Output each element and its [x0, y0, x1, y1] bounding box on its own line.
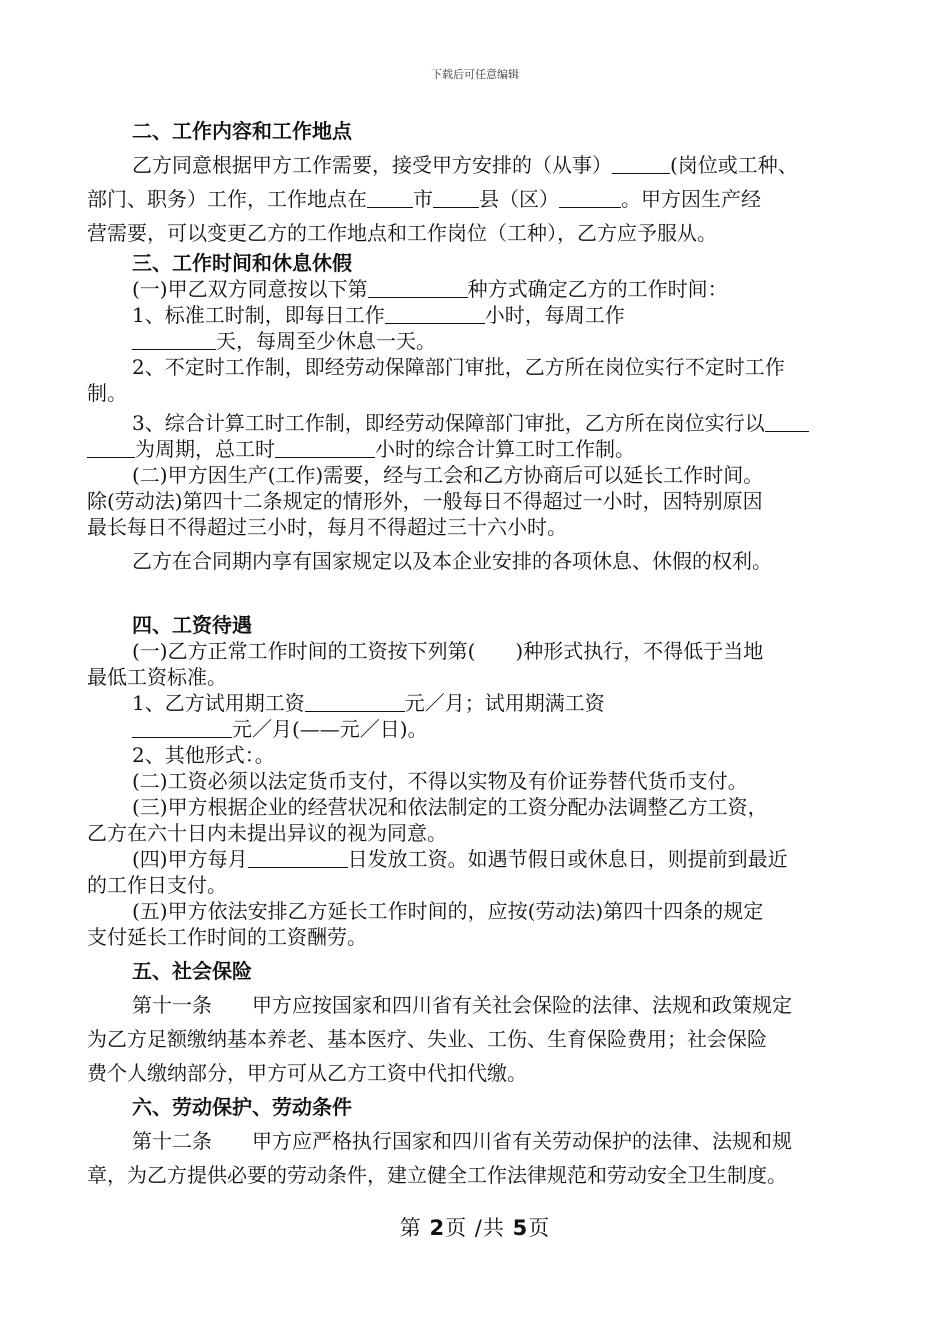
s3-line-11: 乙方在合同期内享有国家规定以及本企业安排的各项休息、休假的权利。 [132, 549, 772, 573]
blank-total-hours[interactable] [275, 437, 375, 458]
s5-line-3: 费个人缴纳部分，甲方可从乙方工资中代扣代缴。 [87, 1061, 527, 1085]
s2-line-2: 部门、职务）工作，工作地点在 市 县（区） 。甲方因生产经 [87, 187, 761, 211]
s2-line-3: 营需要，可以变更乙方的工作地点和工作岗位（工种），乙方应予服从。 [87, 221, 717, 245]
footer-mid: 页 /共 [445, 1216, 505, 1240]
total-page-number: 5 [512, 1216, 529, 1240]
s4-line-5: 2、其他形式：。 [132, 743, 275, 767]
s3-line-3: 天，每周至少休息一天。 [87, 328, 877, 354]
s4-line-6: (二)工资必须以法定货币支付，不得以实物及有价证券替代货币支付。 [132, 769, 748, 793]
s4-line-9: (四)甲方每月 日发放工资。如遇节假日或休息日，则提前到最近 [132, 847, 788, 871]
s3-line-7: 为周期，总工时 小时的综合计算工时工作制。 [87, 436, 877, 462]
s4-line-10: 的工作日支付。 [87, 873, 227, 897]
s4-line-7: (三)甲方根据企业的经营状况和依法制定的工资分配办法调整乙方工资， [132, 795, 768, 819]
s6-line-1: 第十二条 甲方应严格执行国家和四川省有关劳动保护的法律、法规和规 [132, 1129, 792, 1153]
s3-line-1: (一)甲乙双方同意按以下第 种方式确定乙方的工作时间： [132, 277, 728, 301]
blank-period-b[interactable] [87, 437, 135, 458]
s3-line-5: 制。 [87, 381, 127, 405]
s4-line-1: (一)乙方正常工作时间的工资按下列第( )种形式执行，不得低于当地 [132, 639, 764, 663]
s3-line-8: (二)甲方因生产(工作)需要，经与工会和乙方协商后可以延长工作时间。 [132, 463, 764, 487]
s2-line-1: 乙方同意根据甲方工作需要，接受甲方安排的（从事） (岗位或工种、 [132, 153, 798, 177]
section-4-title: 四、工资待遇 [132, 613, 252, 637]
section-6-title: 六、劳动保护、劳动条件 [132, 1095, 352, 1119]
blank-work-hours-method[interactable] [368, 277, 468, 298]
blank-district[interactable] [559, 187, 621, 208]
section-5-title: 五、社会保险 [132, 959, 252, 983]
blank-county[interactable] [433, 187, 479, 208]
footer-suffix: 页 [528, 1216, 551, 1240]
section-2-title: 二、工作内容和工作地点 [132, 119, 352, 143]
s3-line-9: 除(劳动法)第四十二条规定的情形外，一般每日不得超过一小时，因特别原因 [87, 489, 763, 513]
s4-line-3: 1、乙方试用期工资 元／月；试用期满工资 [132, 691, 605, 715]
s3-line-6: 3、综合计算工时工作制，即经劳动保障部门审批，乙方所在岗位实行以 [87, 410, 877, 436]
s3-line-4: 2、不定时工作制，即经劳动保障部门审批，乙方所在岗位实行不定时工作 [132, 355, 785, 379]
current-page-number: 2 [429, 1216, 446, 1240]
s3-line-2: 1、标准工时制，即每日工作 小时，每周工作 [132, 303, 625, 327]
s5-line-1: 第十一条 甲方应按国家和四川省有关社会保险的法律、法规和政策规定 [132, 993, 792, 1017]
blank-city[interactable] [367, 187, 413, 208]
blank-period-a[interactable] [765, 411, 809, 432]
s4-line-12: 支付延长工作时间的工资酬劳。 [87, 925, 367, 949]
header-note: 下载后可任意编辑 [431, 68, 519, 81]
blank-probation-wage[interactable] [305, 691, 405, 712]
document-body [87, 118, 877, 1188]
page-number-footer [0, 1212, 950, 1242]
s4-line-8: 乙方在六十日内未提出异议的视为同意。 [87, 821, 447, 845]
section-3-title: 三、工作时间和休息休假 [132, 251, 352, 275]
blank-job-position[interactable] [612, 153, 670, 174]
s4-line-11: (五)甲方依法安排乙方延长工作时间的，应按(劳动法)第四十四条的规定 [132, 899, 764, 923]
blank-payday[interactable] [248, 847, 348, 868]
footer-prefix: 第 [399, 1216, 422, 1240]
s3-line-10: 最长每日不得超过三小时，每月不得超过三十六小时。 [87, 515, 567, 539]
blank-daily-hours[interactable] [385, 303, 485, 324]
s5-line-2: 为乙方足额缴纳基本养老、基本医疗、失业、工伤、生育保险费用；社会保险 [87, 1027, 767, 1051]
s4-line-2: 最低工资标准。 [87, 665, 227, 689]
blank-regular-wage[interactable] [132, 717, 232, 738]
blank-weekly-days[interactable] [132, 329, 216, 350]
s4-line-4: 元／月(——元／日)。 [87, 716, 877, 742]
s6-line-2: 章，为乙方提供必要的劳动条件，建立健全工作法律规范和劳动安全卫生制度。 [87, 1163, 787, 1187]
